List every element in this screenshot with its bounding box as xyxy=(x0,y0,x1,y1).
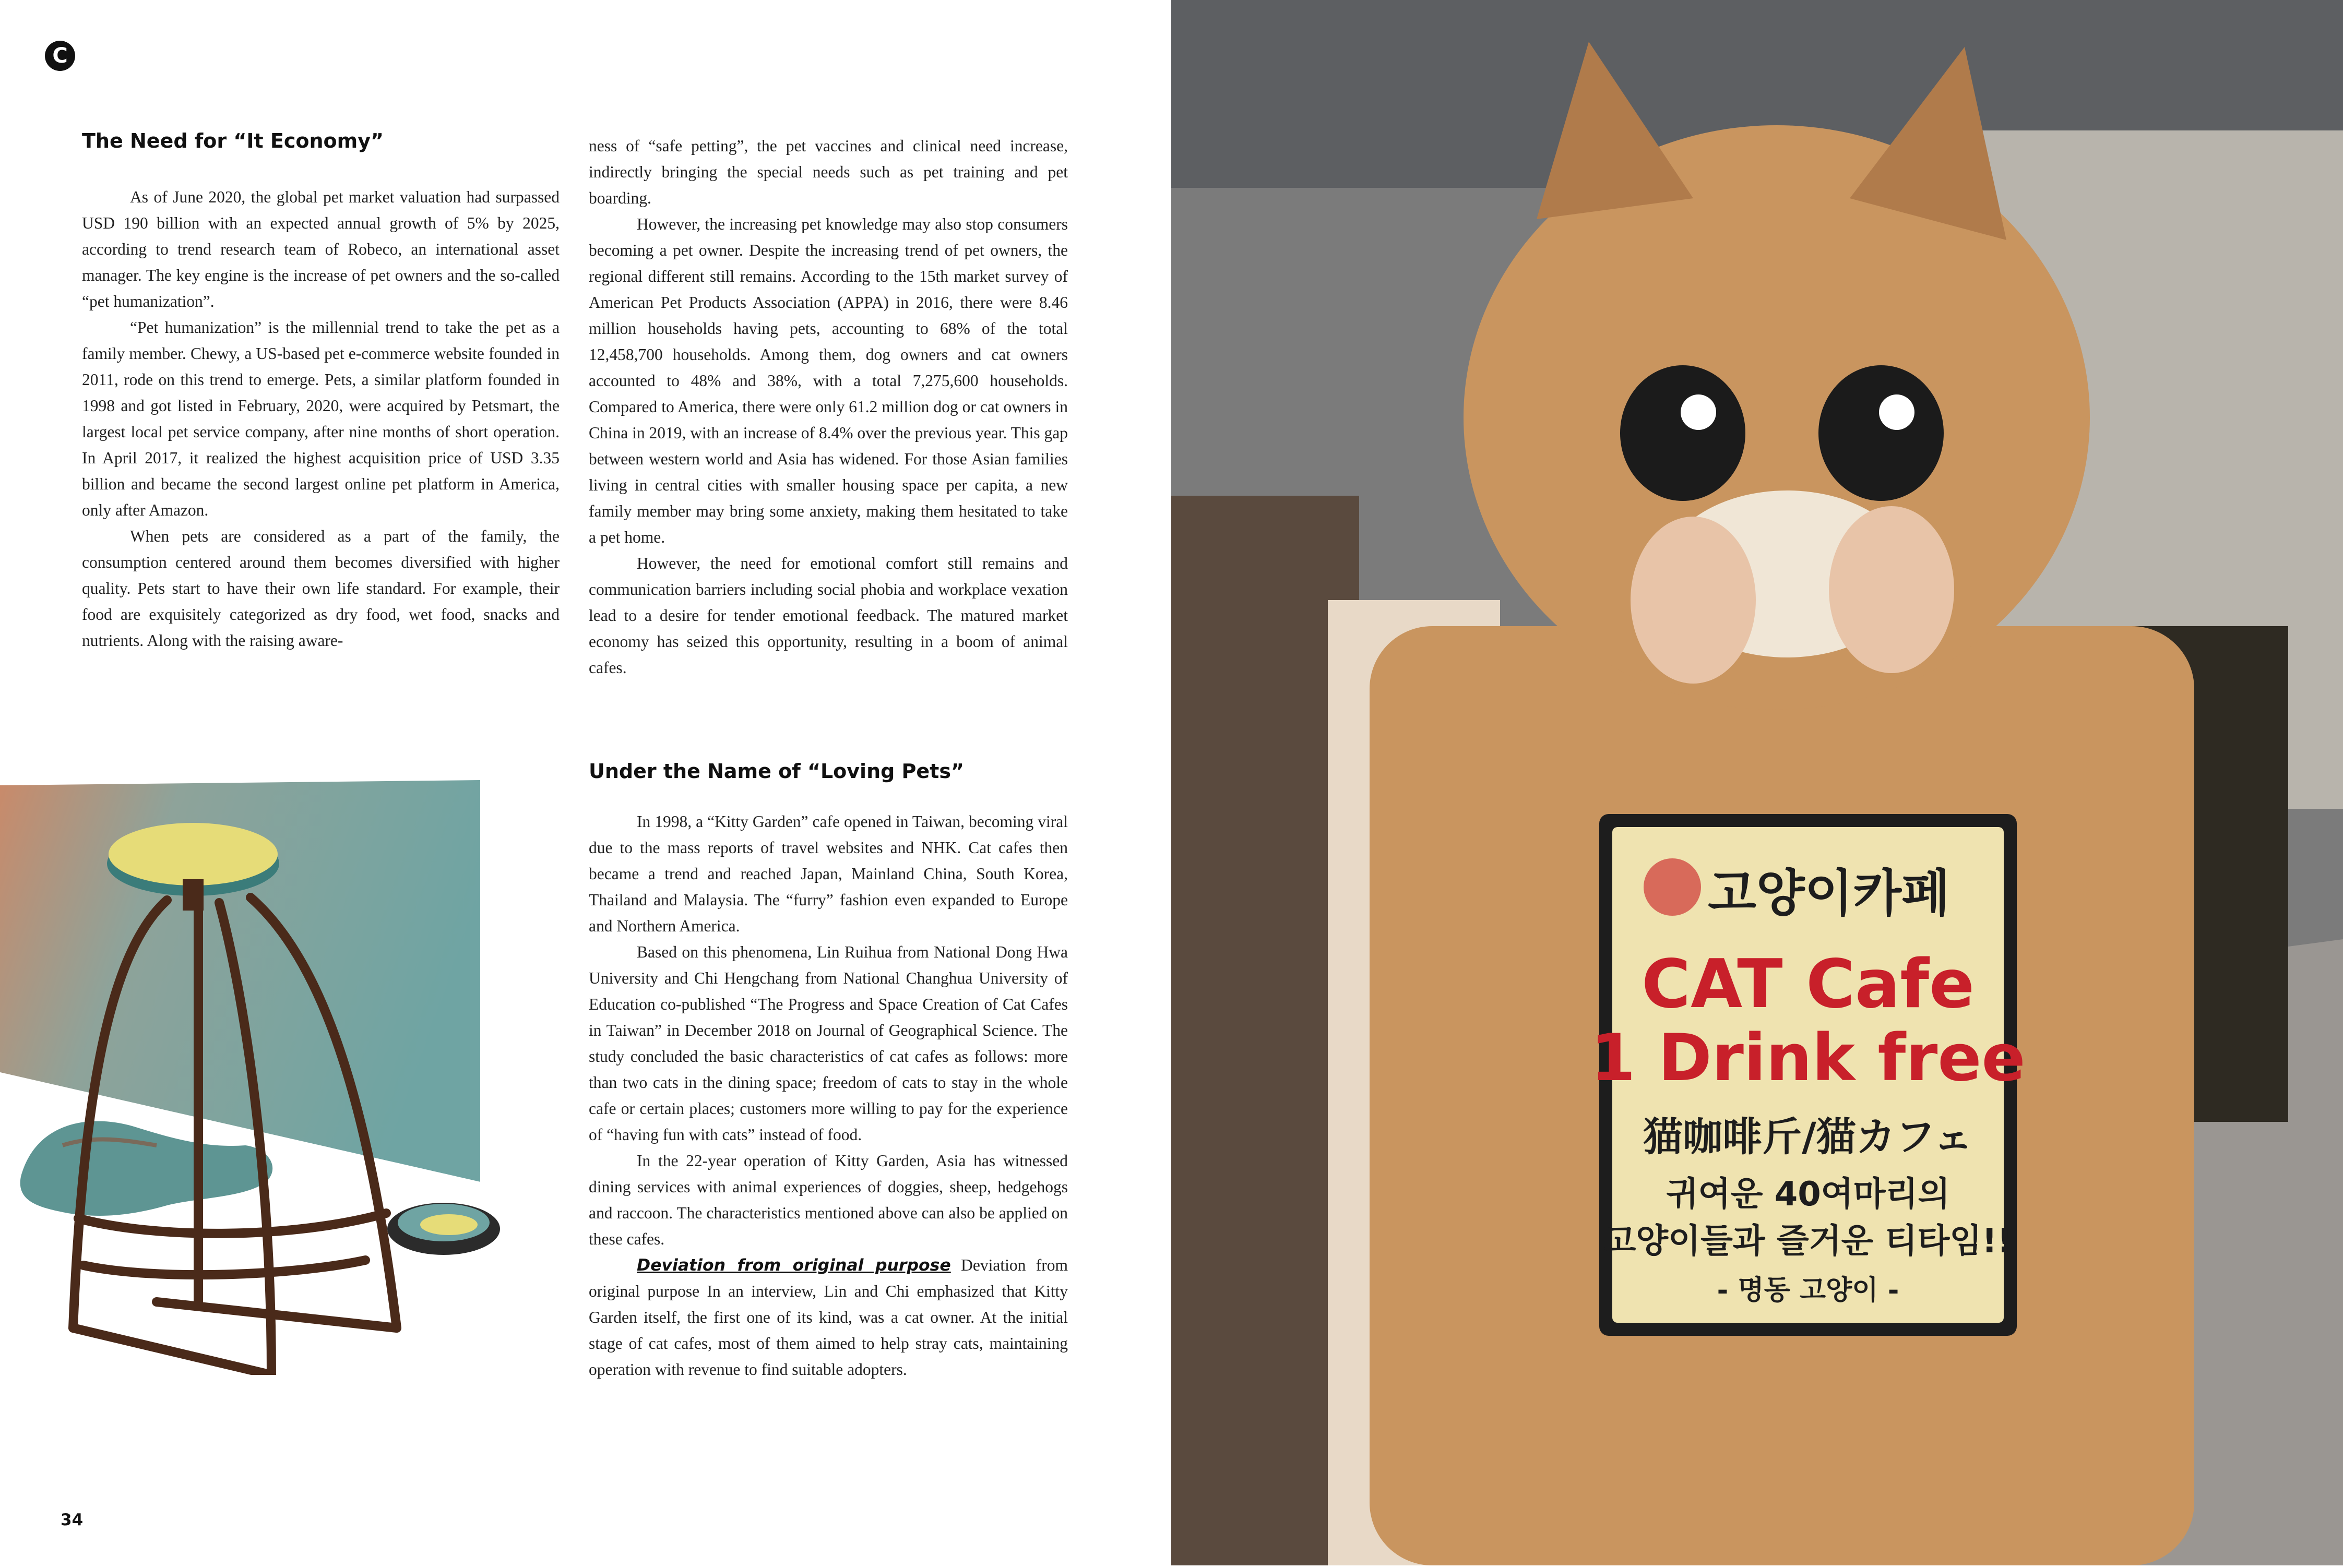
paragraph: “Pet humanization” is the millennial trend to take the pet as a family member. Chewy, a US-based pet e-commerce website founded in 2011, rode on this trend to emerge. Pets, a similar platform founded in 1998 and got listed in February, 2020, were acquired by Petsmart, the largest local pet service company, after nine months of short operation. In April 2017, it realized the highest acquisition price of USD 3.35 billion and became the second largest online pet platform in America, only after Amazon. xyxy=(82,318,560,519)
sign-mascot-icon xyxy=(1644,858,1701,916)
sign-drink-free: 1 Drink free xyxy=(1590,1021,2026,1096)
sign-chinese-japanese: 猫咖啡斤/猫カフェ xyxy=(1643,1114,1973,1160)
brand-logo: C xyxy=(45,41,75,71)
paragraph-text: Deviation from original purpose In an interview, Lin and Chi emphasized that Kitty Garden itself, the first one of its kind, was a cat owner. At the initial stage of cat cafes, most of them aimed to help stray cats, maintaining operation with revenue to find suitable adopters. xyxy=(589,1256,1068,1379)
photo-scene xyxy=(1171,0,2343,1565)
stool-illustration xyxy=(0,780,561,1375)
sign-korean-footer: - 명동 고양이 - xyxy=(1717,1275,1899,1306)
paragraph: Based on this phenomena, Lin Ruihua from National Dong Hwa University and Chi Hengchang from National Changhua University of Education co-published “The Progress and Space Creation of Cat Cafes in Taiwan” in December 2018 on Journal of Geographical Science. The study concluded the basic characteristics of cat cafes as follows: more than two cats in the dining space; freedom of cats to stay in the whole cafe or certain places; customers more willing to pay for the experience of “having fun with cats” instead of food. xyxy=(589,943,1068,1144)
paragraph-deviation xyxy=(589,1252,1068,1383)
sign-korean-line-1: 귀여운 40여마리의 xyxy=(1666,1175,1950,1214)
column-1 xyxy=(82,128,560,654)
paragraph: In 1998, a “Kitty Garden” cafe opened in Taiwan, becoming viral due to the mass reports of travel websites and NHK. Cat cafes then became a trend and reached Japan, Mainland China, South Korea, Thailand and Malaysia. The “furry” fashion even expanded to Europe and Northern America. xyxy=(589,812,1068,935)
paragraph: As of June 2020, the global pet market valuation had surpassed USD 190 billion with an expected annual growth of 5% by 2025, according to trend research team of Robeco, an international asset manager. The key engine is the increase of pet owners and the so-called “pet humanization”. xyxy=(82,188,560,310)
sign-korean-line-2: 고양이들과 즐거운 티타임!! xyxy=(1603,1222,2013,1261)
section-heading-it-economy: The Need for “It Economy” xyxy=(82,129,384,152)
paragraph: When pets are considered as a part of the family, the consumption centered around them becomes diversified with higher quality. Pets start to have their own life standard. For example, their food are exquisitely categorized as dry food, wet food, snacks and nutrients. Along with the raising aware- xyxy=(82,527,560,650)
paragraph: However, the need for emotional comfort still remains and communication barriers including social phobia and workplace vexation lead to a desire for tender emotional feedback. The matured market economy has seized this opportunity, resulting in a boom of animal cafes. xyxy=(589,554,1068,677)
sign-cat-cafe: CAT Cafe xyxy=(1642,945,1975,1023)
column-2-section-2 xyxy=(589,809,1068,1383)
sign-korean-title: 고양이카페 xyxy=(1708,864,1950,923)
column-2 xyxy=(589,133,1068,681)
paragraph: In the 22-year operation of Kitty Garden, Asia has witnessed dining services with animal experiences of doggies, sheep, hedgehogs and raccoon. The characteristics mentioned above can also be applied on these cafes. xyxy=(589,1152,1068,1248)
page-number: 34 xyxy=(61,1511,84,1529)
cat-costume-photo xyxy=(1171,0,2343,1565)
paragraph-continuation: ness of “safe petting”, the pet vaccines and clinical need increase, indirectly bringing the special needs such as pet training and pet boarding. xyxy=(589,137,1068,207)
inline-heading: Deviation from original purpose xyxy=(637,1256,951,1275)
section-heading-loving-pets: Under the Name of “Loving Pets” xyxy=(589,760,964,783)
paragraph: However, the increasing pet knowledge may also stop consumers becoming a pet owner. Despite the increasing trend of pet owners, the regional different still remains. According to the 15th market survey of American Pet Products Association (APPA) in 2016, there were 8.46 million households having pets, accounting to 68% of the total 12,458,700 households. Among them, dog owners and cat owners accounted to 48% and 38%, with a total 7,275,600 households. Compared to America, there were only 61.2 million dog or cat owners in China in 2019, with an increase of 8.4% over the previous year. This gap between western world and Asia has widened. For those Asian families living in central cities with smaller housing space per capita, a new family member may bring some anxiety, making them hesitated to take a pet home. xyxy=(589,215,1068,546)
